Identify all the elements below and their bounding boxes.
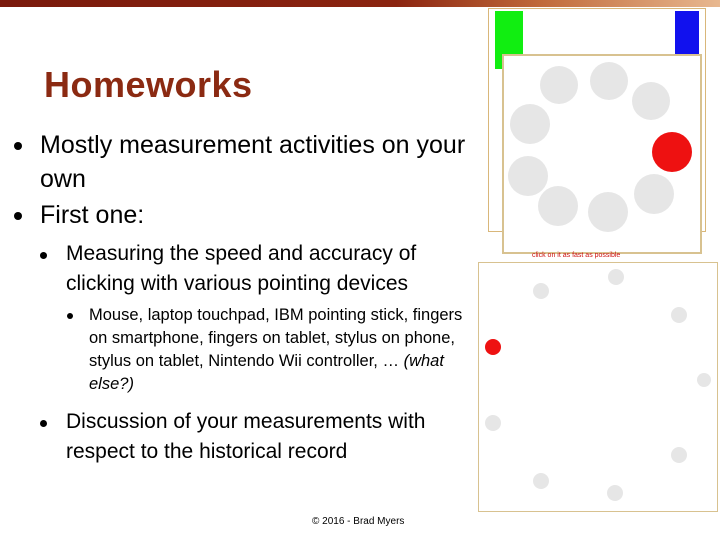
- screenshot-caption: click on it as fast as possible: [532, 252, 621, 259]
- sub-bullet-dot: [40, 420, 47, 427]
- target-circle: [632, 82, 670, 120]
- target-circle: [538, 186, 578, 226]
- target-circle: [485, 415, 501, 431]
- sub-bullet-measuring: Measuring the speed and accuracy of clicking with various pointing devices: [66, 242, 417, 295]
- devices-list: [89, 304, 469, 396]
- target-circle: [508, 156, 548, 196]
- experiment-screenshot-scatter: [478, 262, 718, 512]
- target-circle: [510, 104, 550, 144]
- active-target-red: [652, 132, 692, 172]
- bullet-dot: [14, 142, 22, 150]
- top-accent-bar: [0, 0, 720, 7]
- sub-bullet-dot: [40, 252, 47, 259]
- target-circle: [533, 473, 549, 489]
- target-circle: [540, 66, 578, 104]
- active-target-red: [485, 339, 501, 355]
- target-circle: [588, 192, 628, 232]
- bullet-measurement-activities: Mostly measurement activities on your own: [40, 131, 466, 193]
- devices-text: Mouse, laptop touchpad, IBM pointing stick, fingers on smartphone, fingers on tablet, stylus on phone, stylus on tablet, Nintendo Wii controller, …: [89, 306, 463, 370]
- target-circle: [634, 174, 674, 214]
- target-circle: [697, 373, 711, 387]
- experiment-screenshot-circle: [502, 54, 702, 254]
- target-circle: [590, 62, 628, 100]
- devices-question: (what else?): [89, 352, 444, 393]
- target-circle: [671, 307, 687, 323]
- target-circle: [607, 485, 623, 501]
- slide-title: Homeworks: [44, 64, 253, 105]
- sub-bullet-discussion: Discussion of your measurements with respect to the historical record: [66, 410, 426, 463]
- sub-sub-bullet-dot: [67, 313, 73, 319]
- target-circle: [608, 269, 624, 285]
- bullet-dot: [14, 212, 22, 220]
- target-circle: [533, 283, 549, 299]
- bullet-first-one: First one:: [40, 201, 145, 229]
- slide-footer: © 2016 - Brad Myers: [312, 516, 405, 527]
- target-circle: [671, 447, 687, 463]
